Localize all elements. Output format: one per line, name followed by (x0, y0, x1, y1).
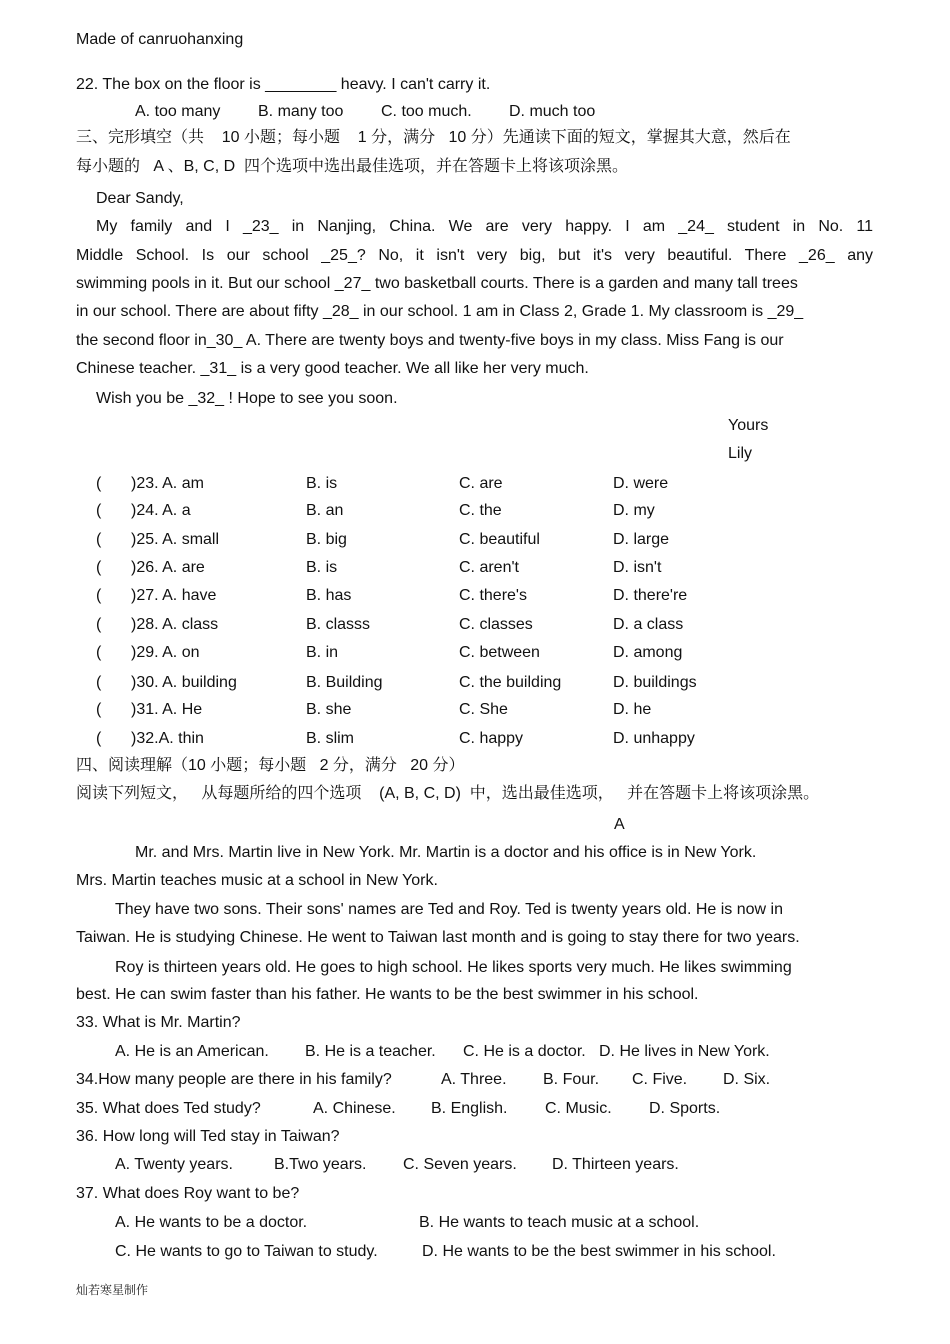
q37-option-c: C. He wants to go to Taiwan to study. (115, 1243, 378, 1260)
answer-paren: ( (96, 559, 102, 576)
letter-line: My family and I _23_ in Nanjing, China. We are very happy. I am _24_ student in No. 11 (96, 218, 873, 235)
passage-line: Mr. and Mrs. Martin live in New York. Mr. Martin is a doctor and his office is in New York. (135, 844, 757, 861)
cloze-option-b: B. in (306, 644, 339, 661)
q34-option-c: C. Five. (632, 1071, 688, 1088)
letter-line: in our school. There are about fifty _28_ in our school. 1 am in Class 2, Grade 1. My classroom is _29_ (76, 303, 804, 320)
cloze-option-a: )32.A. thin (131, 730, 204, 747)
q37-option-d: D. He wants to be the best swimmer in his school. (422, 1243, 776, 1260)
cloze-option-d: D. unhappy (613, 730, 695, 747)
q34-option-b: B. Four. (543, 1071, 600, 1088)
answer-paren: ( (96, 475, 102, 492)
q37-option-a: A. He wants to be a doctor. (115, 1214, 308, 1231)
q36-option-b: B.Two years. (274, 1156, 367, 1173)
q33-option-c: C. He is a doctor. (463, 1043, 586, 1060)
q34-stem: 34.How many people are there in his family? (76, 1071, 392, 1088)
q35-option-d: D. Sports. (649, 1100, 721, 1117)
letter-closing: Wish you be _32_ ! Hope to see you soon. (96, 390, 398, 407)
answer-paren: ( (96, 616, 102, 633)
letter-signature: Lily (728, 445, 753, 462)
q36-option-c: C. Seven years. (403, 1156, 517, 1173)
q22-option-b: B. many too (258, 103, 344, 120)
cloze-option-b: B. classs (306, 616, 371, 633)
cloze-option-a: )24. A. a (131, 502, 191, 519)
cloze-option-d: D. large (613, 531, 670, 548)
q35-option-c: C. Music. (545, 1100, 612, 1117)
q22-option-d: D. much too (509, 103, 596, 120)
answer-paren: ( (96, 502, 102, 519)
q37-stem: 37. What does Roy want to be? (76, 1185, 300, 1202)
q35-stem: 35. What does Ted study? (76, 1100, 261, 1117)
cloze-option-b: B. has (306, 587, 352, 604)
cloze-option-a: )29. A. on (131, 644, 200, 661)
q33-option-b: B. He is a teacher. (305, 1043, 436, 1060)
letter-sign-off: Yours (728, 417, 769, 434)
answer-paren: ( (96, 701, 102, 718)
q22-option-a: A. too many (135, 103, 221, 120)
letter-line: the second floor in_30_ A. There are twenty boys and twenty-five boys in my class. Miss Fang is our (76, 332, 784, 349)
letter-line: swimming pools in it. But our school _27_ two basketball courts. There is a garden and many tall trees (76, 275, 798, 292)
cloze-option-d: D. my (613, 502, 655, 519)
q33-option-d: D. He lives in New York. (599, 1043, 770, 1060)
cloze-option-c: C. the building (459, 674, 562, 691)
cloze-option-a: )28. A. class (131, 616, 219, 633)
cloze-option-a: )31. A. He (131, 701, 203, 718)
q36-option-d: D. Thirteen years. (552, 1156, 679, 1173)
section3-instruction-line2: 每小题的 A 、B, C, D 四个选项中选出最佳选项，并在答题卡上将该项涂黑。 (76, 158, 629, 175)
q33-stem: 33. What is Mr. Martin? (76, 1014, 241, 1031)
letter-line: Chinese teacher. _31_ is a very good teacher. We all like her very much. (76, 360, 589, 377)
q36-option-a: A. Twenty years. (115, 1156, 233, 1173)
cloze-option-d: D. buildings (613, 674, 697, 691)
cloze-option-b: B. slim (306, 730, 354, 747)
cloze-option-b: B. an (306, 502, 344, 519)
cloze-option-d: D. he (613, 701, 652, 718)
letter-greeting: Dear Sandy, (96, 190, 184, 207)
cloze-option-c: C. beautiful (459, 531, 540, 548)
cloze-option-b: B. is (306, 475, 338, 492)
section3-instruction-line1: 三、完形填空（共 10 小题；每小题 1 分，满分 10 分）先通读下面的短文，掌握其大意，然后在 (76, 129, 791, 146)
answer-paren: ( (96, 644, 102, 661)
passage-line: best. He can swim faster than his father. He wants to be the best swimmer in his school. (76, 986, 699, 1003)
cloze-option-b: B. big (306, 531, 347, 548)
q36-stem: 36. How long will Ted stay in Taiwan? (76, 1128, 340, 1145)
cloze-option-d: D. among (613, 644, 683, 661)
cloze-option-d: D. were (613, 475, 669, 492)
answer-paren: ( (96, 587, 102, 604)
answer-paren: ( (96, 531, 102, 548)
cloze-option-b: B. is (306, 559, 338, 576)
q35-option-b: B. English. (431, 1100, 508, 1117)
cloze-option-a: )25. A. small (131, 531, 220, 548)
answer-paren: ( (96, 730, 102, 747)
cloze-option-a: )23. A. am (131, 475, 204, 492)
cloze-option-c: C. classes (459, 616, 533, 633)
section4-instruction-line2: 阅读下列短文， 从每题所给的四个选项 (A, B, C, D) 中，选出最佳选项， 并在答题卡上将该项涂黑。 (76, 785, 820, 802)
q35-option-a: A. Chinese. (313, 1100, 396, 1117)
cloze-option-b: B. Building (306, 674, 383, 691)
cloze-option-a: )30. A. building (131, 674, 237, 691)
q34-option-d: D. Six. (723, 1071, 771, 1088)
passage-line: They have two sons. Their sons' names are Ted and Roy. Ted is twenty years old. He is now in (115, 901, 783, 918)
q37-option-b: B. He wants to teach music at a school. (419, 1214, 700, 1231)
letter-line: Middle School. Is our school _25_? No, it isn't very big, but it's very beautiful. There _26_ any (76, 247, 873, 264)
passage-title: A (614, 816, 625, 833)
passage-line: Mrs. Martin teaches music at a school in New York. (76, 872, 438, 889)
passage-line: Roy is thirteen years old. He goes to high school. He likes sports very much. He likes swimming (115, 959, 792, 976)
q34-option-a: A. Three. (441, 1071, 507, 1088)
section4-instruction-line1: 四、阅读理解（10 小题；每小题 2 分，满分 20 分） (76, 757, 465, 774)
page-footer: 灿若寒星制作 (76, 1283, 149, 1297)
cloze-option-a: )26. A. are (131, 559, 205, 576)
cloze-option-c: C. are (459, 475, 503, 492)
q33-option-a: A. He is an American. (115, 1043, 269, 1060)
q22-option-c: C. too much. (381, 103, 472, 120)
answer-paren: ( (96, 674, 102, 691)
cloze-option-c: C. there's (459, 587, 527, 604)
page-header: Made of canruohanxing (76, 31, 244, 48)
cloze-option-d: D. there're (613, 587, 688, 604)
cloze-option-a: )27. A. have (131, 587, 217, 604)
cloze-option-d: D. a class (613, 616, 684, 633)
cloze-option-c: C. the (459, 502, 502, 519)
passage-line: Taiwan. He is studying Chinese. He went to Taiwan last month and is going to stay there for two years. (76, 929, 800, 946)
cloze-option-c: C. aren't (459, 559, 519, 576)
cloze-option-c: C. happy (459, 730, 524, 747)
q22-stem: 22. The box on the floor is ________ heavy. I can't carry it. (76, 76, 491, 93)
cloze-option-c: C. She (459, 701, 508, 718)
cloze-option-b: B. she (306, 701, 352, 718)
cloze-option-c: C. between (459, 644, 540, 661)
cloze-option-d: D. isn't (613, 559, 662, 576)
